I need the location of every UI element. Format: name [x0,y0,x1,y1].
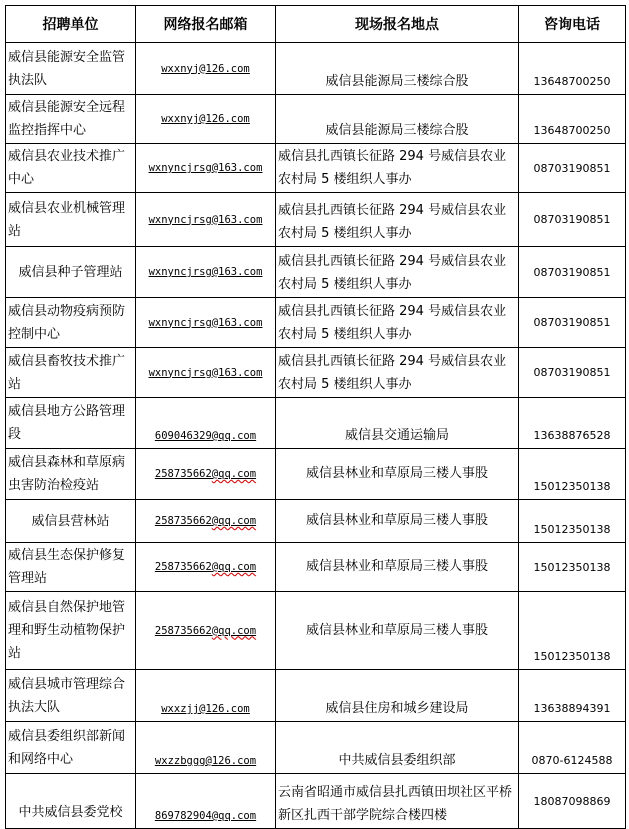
recruitment-table-container [5,5,625,829]
email-cell[interactable] [136,592,276,670]
table-row [6,500,626,543]
unit-cell: 威信县城市管理综合执法大队 [6,670,136,722]
table-row [6,144,626,193]
header-phone: 咨询电话 [519,6,626,43]
email-link[interactable]: wxnyncjrsg@163.com [148,266,263,278]
table-row [6,592,626,670]
location-cell: 威信县交通运输局 [276,398,519,449]
phone-cell: 15012350138 [519,500,626,543]
phone-cell: 18087098869 [519,774,626,829]
email-cell[interactable] [136,348,276,398]
location-cell: 威信县住房和城乡建设局 [276,670,519,722]
location-cell: 威信县扎西镇长征路 294 号威信县农业农村局 5 楼组织人事办 [276,298,519,348]
location-cell: 威信县扎西镇长征路 294 号威信县农业农村局 5 楼组织人事办 [276,193,519,247]
location-cell: 云南省昭通市威信县扎西镇田坝社区平桥新区扎西干部学院综合楼四楼 [276,774,519,829]
unit-cell: 威信县种子管理站 [6,247,136,298]
phone-cell: 08703190851 [519,348,626,398]
location-cell: 威信县扎西镇长征路 294 号威信县农业农村局 5 楼组织人事办 [276,144,519,193]
phone-cell: 15012350138 [519,543,626,592]
email-cell[interactable] [136,500,276,543]
location-cell: 威信县能源局三楼综合股 [276,95,519,144]
location-cell: 威信县扎西镇长征路 294 号威信县农业农村局 5 楼组织人事办 [276,348,519,398]
table-row [6,348,626,398]
phone-cell: 13638894391 [519,670,626,722]
table-row [6,722,626,774]
location-cell: 威信县林业和草原局三楼人事股 [276,592,519,670]
phone-cell: 08703190851 [519,298,626,348]
table-row [6,398,626,449]
email-link[interactable]: wxxnyj@126.com [161,113,250,125]
email-cell[interactable] [136,670,276,722]
email-cell[interactable] [136,774,276,829]
email-cell[interactable] [136,298,276,348]
unit-cell: 威信县森林和草原病虫害防治检疫站 [6,449,136,500]
phone-cell: 08703190851 [519,247,626,298]
email-cell[interactable] [136,449,276,500]
email-cell[interactable] [136,144,276,193]
table-row [6,193,626,247]
table-row [6,298,626,348]
unit-cell: 威信县能源安全监管执法队 [6,43,136,95]
email-link[interactable]: wxnyncjrsg@163.com [148,316,263,329]
email-link[interactable]: 258735662@qq.com [154,468,257,480]
unit-cell: 中共威信县委党校 [6,774,136,829]
email-link[interactable]: wxzzbggg@126.com [154,755,257,767]
header-location: 现场报名地点 [276,6,519,43]
phone-cell: 15012350138 [519,592,626,670]
location-cell: 威信县扎西镇长征路 294 号威信县农业农村局 5 楼组织人事办 [276,247,519,298]
email-link[interactable]: 258735662@qq.com [154,561,257,573]
unit-cell: 威信县能源安全远程监控指挥中心 [6,95,136,144]
table-header-row [6,6,626,43]
recruitment-table [5,5,626,829]
email-link[interactable]: wxnyncjrsg@163.com [148,162,263,174]
phone-cell: 15012350138 [519,449,626,500]
phone-cell: 0870-6124588 [519,722,626,774]
table-row [6,774,626,829]
unit-cell: 威信县畜牧技术推广站 [6,348,136,398]
location-cell: 威信县林业和草原局三楼人事股 [276,449,519,500]
location-cell: 中共威信县委组织部 [276,722,519,774]
email-link[interactable]: 869782904@qq.com [154,810,257,822]
email-link[interactable]: wxnyncjrsg@163.com [148,213,263,226]
email-cell[interactable] [136,95,276,144]
email-cell[interactable] [136,193,276,247]
unit-cell: 威信县营林站 [6,500,136,543]
phone-cell: 13648700250 [519,95,626,144]
unit-cell: 威信县生态保护修复管理站 [6,543,136,592]
email-link[interactable]: 258735662@qq.com [154,515,257,527]
location-cell: 威信县林业和草原局三楼人事股 [276,500,519,543]
email-cell[interactable] [136,722,276,774]
email-link[interactable]: 609046329@qq.com [154,430,257,442]
email-link[interactable]: wxxnyj@126.com [161,62,250,75]
unit-cell: 威信县农业技术推广中心 [6,144,136,193]
unit-cell: 威信县委组织部新闻和网络中心 [6,722,136,774]
unit-cell: 威信县自然保护地管理和野生动植物保护站 [6,592,136,670]
email-link[interactable]: 258735662@qq.com [154,624,257,637]
table-row [6,95,626,144]
email-link[interactable]: wxxzjj@126.com [161,703,250,715]
phone-cell: 13648700250 [519,43,626,95]
phone-cell: 13638876528 [519,398,626,449]
email-cell[interactable] [136,543,276,592]
email-cell[interactable] [136,398,276,449]
table-row [6,543,626,592]
email-link[interactable]: wxnyncjrsg@163.com [148,366,263,379]
unit-cell: 威信县农业机械管理站 [6,193,136,247]
table-row [6,43,626,95]
unit-cell: 威信县动物疫病预防控制中心 [6,298,136,348]
email-cell[interactable] [136,43,276,95]
table-row [6,670,626,722]
phone-cell: 08703190851 [519,144,626,193]
header-email: 网络报名邮箱 [136,6,276,43]
table-row [6,449,626,500]
table-row [6,247,626,298]
phone-cell: 08703190851 [519,193,626,247]
location-cell: 威信县能源局三楼综合股 [276,43,519,95]
location-cell: 威信县林业和草原局三楼人事股 [276,543,519,592]
header-unit: 招聘单位 [6,6,136,43]
unit-cell: 威信县地方公路管理段 [6,398,136,449]
email-cell[interactable] [136,247,276,298]
